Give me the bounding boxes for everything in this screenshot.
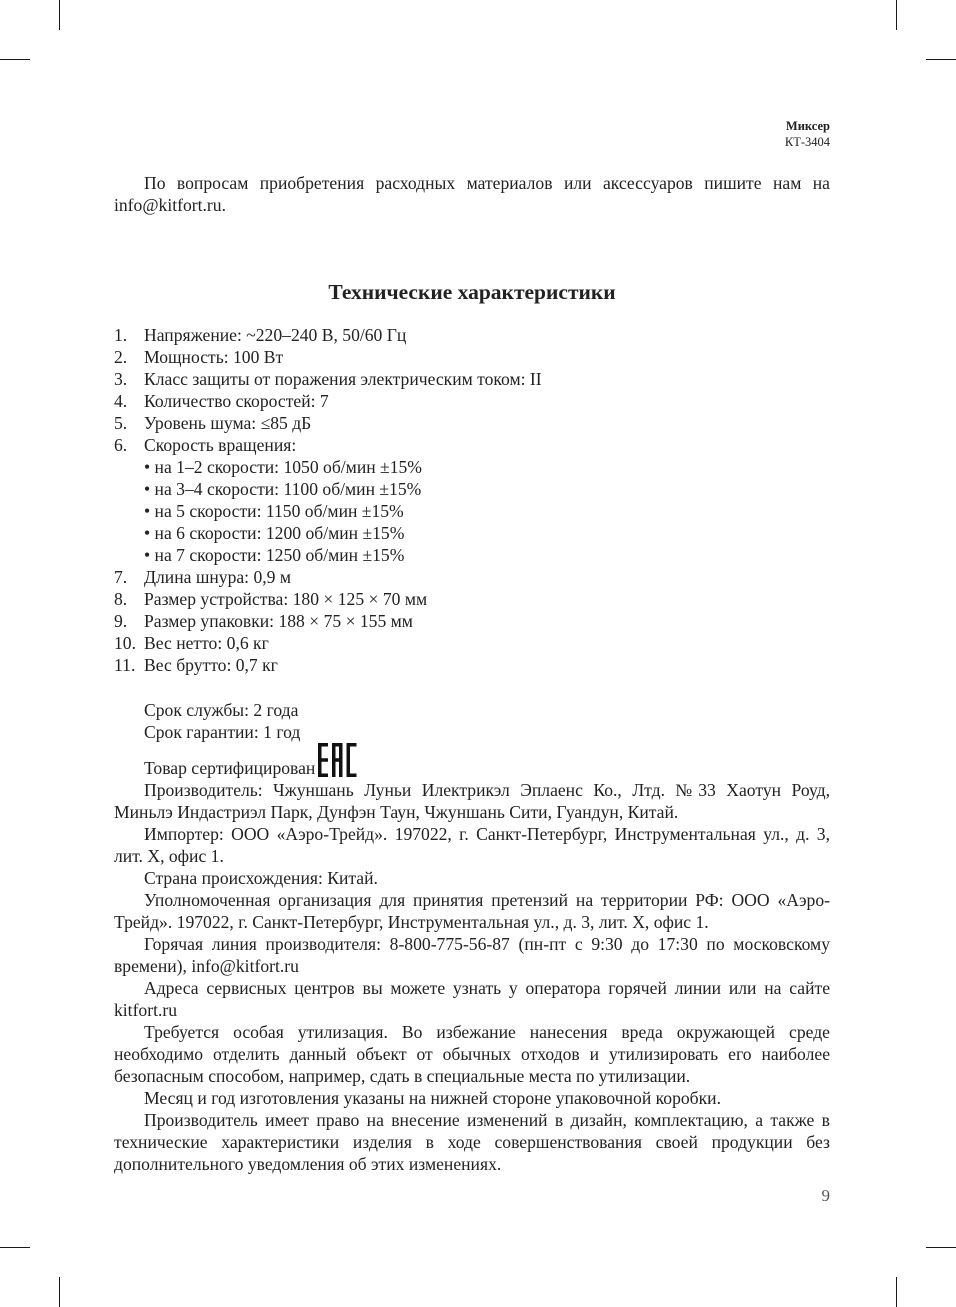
spec-number: 2. [114,347,128,367]
manufacturer: Производитель: Чжуншань Луньи Илектрикэл Эплаенс Ко., Лтд. №33 Хаотун Роуд, Миньлэ Индастриэл Парк, Дунфэн Таун, Чжуншань Сити, Гуандун, Китай. [114,780,830,822]
spec-item [114,324,830,346]
changes-note: Производитель имеет право на внесение изменений в дизайн, комплектацию, а также в технические характеристики изделия в ходе совершенствования своей продукции без дополнительного уведомления об этих изменениях. [114,1110,830,1174]
info-block [114,699,830,1175]
page-header [785,118,830,150]
service-life: Срок службы: 2 года [144,700,299,720]
spec-text: Уровень шума: ≤85 дБ [144,413,312,433]
spec-text: Размер упаковки: 188 × 75 × 155 мм [144,611,413,631]
crop-mark [59,1277,60,1307]
intro-paragraph: По вопросам приобретения расходных материалов или аксессуаров пишите нам на info@kitfort.ru. [114,173,830,215]
spec-number: 4. [114,391,128,411]
speed-item: • на 1–2 скорости: 1050 об/мин ±15% [144,457,422,477]
crop-mark [0,1247,30,1248]
speed-item: • на 3–4 скорости: 1100 об/мин ±15% [144,479,422,499]
speed-item: • на 5 скорости: 1150 об/мин ±15% [144,501,404,521]
spec-number: 3. [114,369,128,389]
spec-text: Скорость вращения: [144,435,297,455]
spec-item [114,412,830,434]
authorized-organization: Уполномоченная организация для принятия претензий на территории РФ: ООО «Аэро-Трейд». 197022, г. Санкт-Петербург, Инструментальная ул., д. 3, лит. Х, офис 1. [114,890,830,932]
spec-number: 6. [114,435,128,455]
spec-item [114,566,830,588]
spec-text: Длина шнура: 0,9 м [144,567,291,587]
crop-mark [59,0,60,30]
speed-item: • на 7 скорости: 1250 об/мин ±15% [144,545,405,565]
section-title: Технические характеристики [328,280,616,304]
crop-mark [896,1277,897,1307]
spec-number: 1. [114,325,128,345]
speed-item: • на 6 скорости: 1200 об/мин ±15% [144,523,405,543]
spec-text: Класс защиты от поражения электрическим током: II [144,369,542,389]
spec-item [114,654,830,676]
manufacture-date-note: Месяц и год изготовления указаны на нижней стороне упаковочной коробки. [144,1088,721,1108]
hotline: Горячая линия производителя: 8-800-775-56-87 (пн-пт с 9:30 до 17:30 по московскому времени), info@kitfort.ru [114,934,830,976]
spec-number: 5. [114,413,128,433]
spec-list [114,324,830,676]
country-of-origin: Страна происхождения: Китай. [144,868,378,888]
spec-number: 11. [114,655,136,675]
spec-text: Размер устройства: 180 × 125 × 70 мм [144,589,428,609]
spec-item [114,588,830,610]
eac-logo-icon [318,743,358,777]
warranty: Срок гарантии: 1 год [144,722,301,742]
intro-block [114,172,830,216]
crop-mark [896,0,897,30]
spec-number: 9. [114,611,128,631]
disposal-note: Требуется особая утилизация. Во избежание нанесения вреда окружающей среде необходимо отделить данный объект от обычных отходов и утилизировать его наиболее безопасным способом, например, сдать в специальные места по утилизации. [114,1022,830,1086]
spec-text: Напряжение: ~220–240 В, 50/60 Гц [144,325,407,345]
product-name: Миксер [785,119,830,133]
service-centers: Адреса сервисных центров вы можете узнать у оператора горячей линии или на сайте kitfort.ru [114,978,830,1020]
certification-row [114,743,830,779]
spec-item [114,368,830,390]
product-model: КТ-3404 [784,135,830,149]
certified-label: Товар сертифицирован [144,758,316,778]
spec-item [114,610,830,632]
spec-number: 7. [114,567,128,587]
spec-item [114,632,830,654]
spec-text: Мощность: 100 Вт [144,347,284,367]
spec-text: Количество скоростей: 7 [144,391,329,411]
crop-mark [926,59,956,60]
spec-item [114,346,830,368]
spec-item [114,434,830,456]
importer: Импортер: ООО «Аэро-Трейд». 197022, г. Санкт-Петербург, Инструментальная ул., д. 3, лит. Х, офис 1. [114,824,830,866]
crop-mark [926,1247,956,1248]
spec-number: 10. [114,633,136,653]
page-number: 9 [821,1186,830,1205]
spec-number: 8. [114,589,128,609]
crop-mark [0,59,30,60]
spec-item [114,390,830,412]
spec-text: Вес нетто: 0,6 кг [144,633,269,653]
spec-text: Вес брутто: 0,7 кг [144,655,278,675]
